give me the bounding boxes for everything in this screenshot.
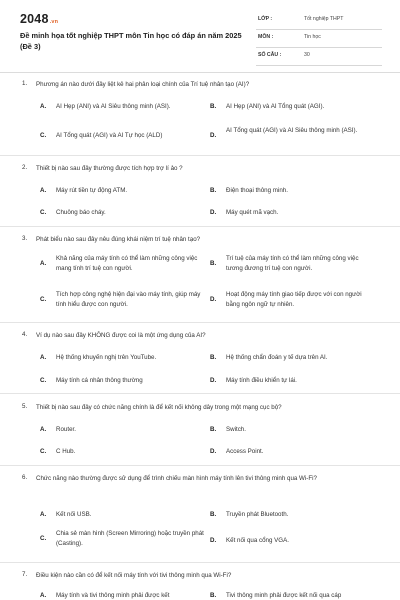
question-text: Phát biểu nào sau đây nêu đúng khái niệm trí tuệ nhân tạo?: [36, 236, 201, 243]
option-text: Truyền phát Bluetooth.: [226, 511, 289, 518]
question-separator: [0, 393, 400, 394]
option-label: D.: [210, 296, 217, 303]
meta-value: Tin học: [304, 34, 321, 40]
option-label: D.: [210, 377, 217, 384]
meta-label: LỚP :: [258, 16, 273, 22]
option-label: B.: [210, 426, 217, 433]
question-number: 3.: [22, 235, 28, 242]
header-divider: [0, 72, 400, 73]
option-text: Máy tính điều khiển tự lái.: [226, 377, 297, 384]
option-label: A.: [40, 354, 47, 361]
option-label: D.: [210, 448, 217, 455]
question-text: Chức năng nào thường được sử dụng để trình chiếu màn hình máy tính lên tivi thông minh qua Wi-Fi?: [36, 475, 317, 482]
question-text: Phương án nào dưới đây liệt kê hai phân loại chính của Trí tuệ nhân tạo (AI)?: [36, 81, 250, 88]
option-label: A.: [40, 187, 47, 194]
option-text: Máy rút tiền tự động ATM.: [56, 187, 128, 194]
question-separator: [0, 322, 400, 323]
question-number: 1.: [22, 80, 28, 87]
option-text: Máy tính và tivi thông minh phải được kết: [56, 592, 170, 599]
option-text: Hệ thống khuyến nghị trên YouTube.: [56, 354, 157, 361]
meta-row-count: [256, 48, 382, 66]
option-text: C Hub.: [56, 448, 76, 455]
option-text: Điện thoại thông minh.: [226, 187, 288, 194]
option-text: AI Tổng quát (AGI) và AI Tự học (ALD): [56, 132, 163, 139]
option-label: D.: [210, 537, 217, 544]
question-number: 2.: [22, 164, 28, 171]
question-separator: [0, 155, 400, 156]
option-text: Máy tính cá nhân thông thường: [56, 377, 143, 384]
meta-label: MÔN :: [258, 34, 274, 40]
question-number: 4.: [22, 331, 28, 338]
option-text: Khả năng của máy tính có thể làm những công việc mang tính trí tuệ con người.: [56, 255, 198, 272]
option-text: Access Point.: [226, 448, 264, 455]
option-text: Máy quét mã vạch.: [226, 209, 279, 216]
meta-row-class: [256, 12, 382, 30]
option-label: B.: [210, 260, 217, 267]
question-text: Ví dụ nào sau đây KHÔNG được coi là một ứng dụng của AI?: [36, 332, 206, 339]
option-label: B.: [210, 511, 217, 518]
site-logo[interactable]: 2048.vn: [20, 12, 59, 26]
option-text: Switch.: [226, 426, 246, 433]
meta-value: Tốt nghiệp THPT: [304, 16, 344, 22]
option-text: AI Tổng quát (AGI) và AI Siêu thông minh (ASI).: [226, 127, 358, 134]
option-text: Kết nối qua cổng VGA.: [226, 537, 289, 544]
option-label: C.: [40, 209, 47, 216]
option-label: A.: [40, 103, 47, 110]
option-text: AI Hẹp (ANI) và AI Siêu thông minh (ASI).: [56, 103, 171, 110]
option-text: Trí tuệ của máy tính có thể làm những công việc tương đương trí tuệ con người.: [226, 255, 359, 272]
option-label: C.: [40, 296, 47, 303]
option-label: C.: [40, 448, 47, 455]
option-label: C.: [40, 377, 47, 384]
option-label: A.: [40, 260, 47, 267]
option-text: Chia sẻ màn hình (Screen Mirroring) hoặc truyền phát (Casting).: [56, 530, 204, 547]
question-number: 5.: [22, 403, 28, 410]
option-label: C.: [40, 535, 47, 542]
option-text: Tivi thông minh phải được kết nối qua cáp: [226, 592, 342, 599]
question-number: 7.: [22, 571, 28, 578]
meta-label: SỐ CÂU :: [258, 52, 282, 58]
option-label: D.: [210, 132, 217, 139]
document-header: [20, 12, 382, 68]
option-label: B.: [210, 187, 217, 194]
option-label: C.: [40, 132, 47, 139]
option-text: Router.: [56, 426, 76, 433]
option-label: B.: [210, 103, 217, 110]
option-label: B.: [210, 592, 217, 599]
option-label: A.: [40, 511, 47, 518]
option-label: A.: [40, 592, 47, 599]
exam-meta-table: [256, 12, 382, 66]
question-separator: [0, 465, 400, 466]
option-text: AI Hẹp (ANI) và AI Tổng quát (AGI).: [226, 103, 325, 110]
option-text: Kết nối USB.: [56, 511, 92, 518]
exam-title: Đề minh họa tốt nghiệp THPT môn Tin học có đáp án năm 2025 (Đề 3): [20, 31, 242, 51]
meta-value: 30: [304, 52, 310, 58]
question-text: Điều kiện nào cần có để kết nối máy tính với tivi thông minh qua Wi-Fi?: [36, 572, 232, 579]
question-number: 6.: [22, 474, 28, 481]
option-text: Hoạt động máy tính giao tiếp được với con người bằng ngôn ngữ tự nhiên.: [226, 291, 362, 308]
question-text: Thiết bị nào sau đây thường được tích hợp trợ lí ảo ?: [36, 165, 183, 172]
option-label: D.: [210, 209, 217, 216]
option-text: Tích hợp công nghệ hiện đại vào máy tính, giúp máy tính hiểu được con người.: [56, 291, 201, 308]
question-separator: [0, 562, 400, 563]
question-separator: [0, 226, 400, 227]
option-text: Chuông báo cháy.: [56, 209, 106, 216]
option-label: A.: [40, 426, 47, 433]
question-text: Thiết bị nào sau đây có chức năng chính là để kết nối không dây trong một mạng cục bộ?: [36, 404, 282, 411]
option-text: Hệ thống chẩn đoán y tế dựa trên AI.: [226, 354, 328, 361]
meta-row-subject: [256, 30, 382, 48]
option-label: B.: [210, 354, 217, 361]
